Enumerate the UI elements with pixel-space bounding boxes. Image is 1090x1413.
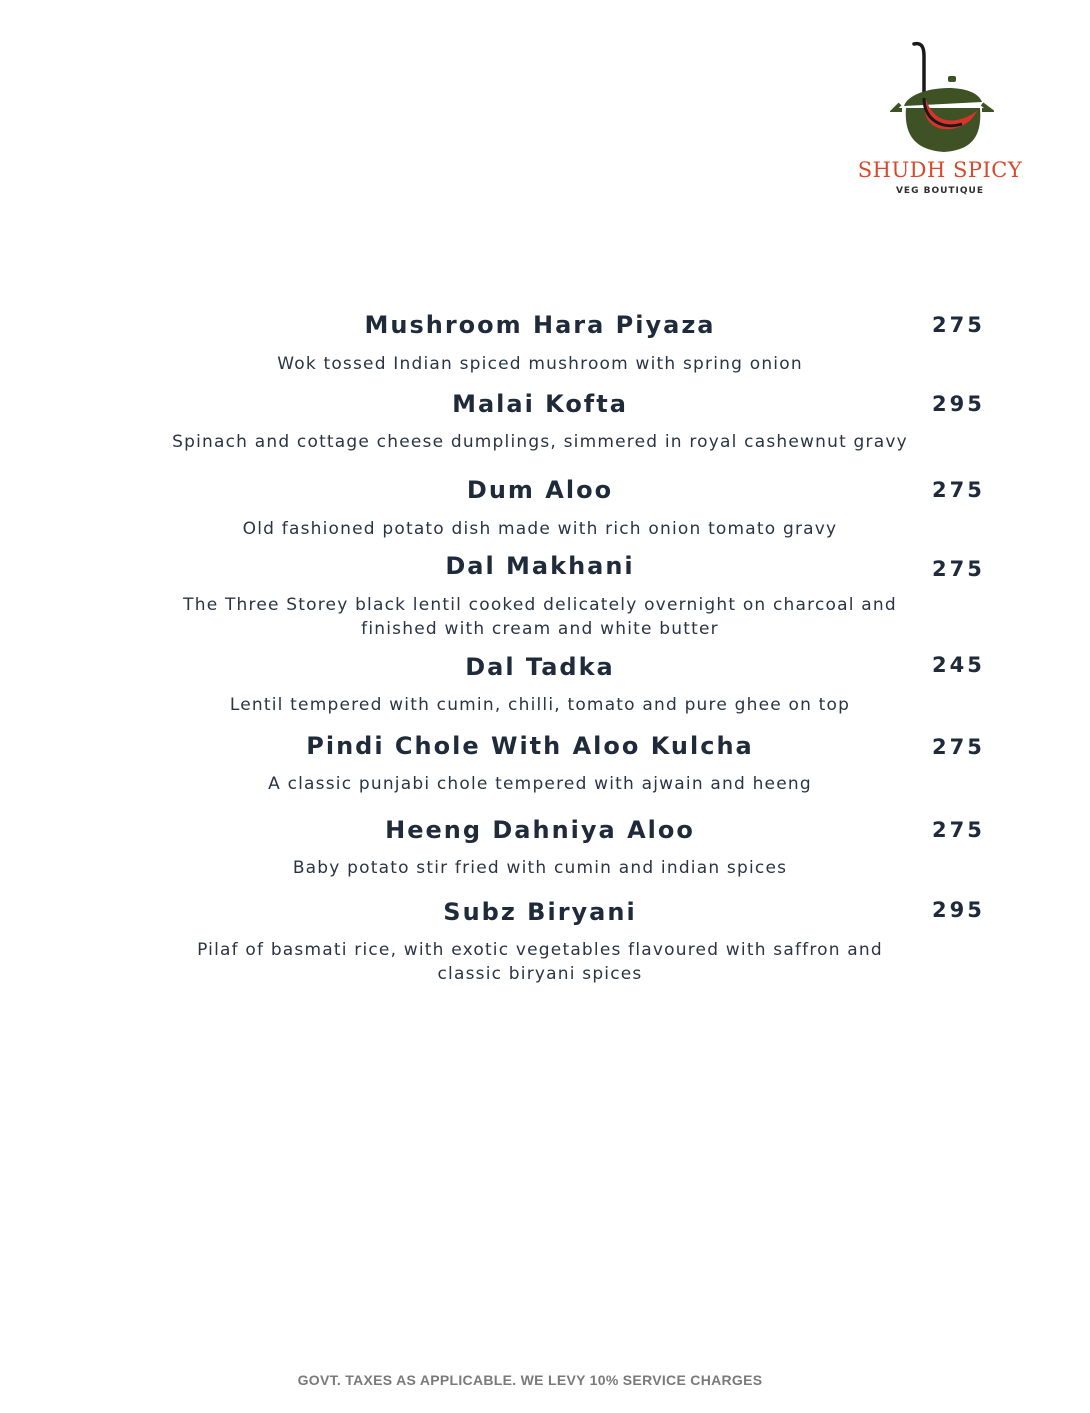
item-name: Dum Aloo <box>466 476 614 504</box>
item-description: Spinach and cottage cheese dumplings, simmered in royal cashewnut gravy <box>172 432 908 452</box>
item-description: A classic punjabi chole tempered with ajwain and heeng <box>268 774 812 794</box>
item-price: 275 <box>932 735 985 759</box>
item-name: Dal Tadka <box>465 653 615 681</box>
item-price: 275 <box>932 557 985 581</box>
item-name: Subz Biryani <box>443 898 637 926</box>
item-price: 295 <box>932 898 985 922</box>
brand-logo <box>852 38 1028 203</box>
item-price: 275 <box>932 478 985 502</box>
item-name: Mushroom Hara Piyaza <box>364 311 716 339</box>
pot-with-ladle-icon <box>890 38 994 156</box>
item-price: 245 <box>932 653 985 677</box>
item-description: Baby potato stir fried with cumin and indian spices <box>292 858 788 878</box>
item-description: Lentil tempered with cumin, chilli, tomato and pure ghee on top <box>229 695 851 715</box>
item-name: Dal Makhani <box>445 552 635 580</box>
item-description: Wok tossed Indian spiced mushroom with spring onion <box>277 354 803 374</box>
item-description: The Three Storey black lentil cooked delicately overnight on charcoal and finished with cream and white butter <box>183 595 897 639</box>
item-description: Old fashioned potato dish made with rich onion tomato gravy <box>242 519 838 539</box>
item-price: 275 <box>932 313 985 337</box>
item-description: Pilaf of basmati rice, with exotic vegetables flavoured with saffron and classic biryani spices <box>197 940 883 984</box>
item-name: Malai Kofta <box>452 390 628 418</box>
item-price: 275 <box>932 818 985 842</box>
item-price: 295 <box>932 392 985 416</box>
brand-tagline: VEG BOUTIQUE <box>895 186 985 196</box>
item-name: Heeng Dahniya Aloo <box>385 816 695 844</box>
item-name: Pindi Chole With Aloo Kulcha <box>306 732 754 760</box>
brand-name: SHUDH SPICY <box>857 158 1023 182</box>
service-charge-note: GOVT. TAXES AS APPLICABLE. WE LEVY 10% SERVICE CHARGES <box>297 1372 763 1388</box>
